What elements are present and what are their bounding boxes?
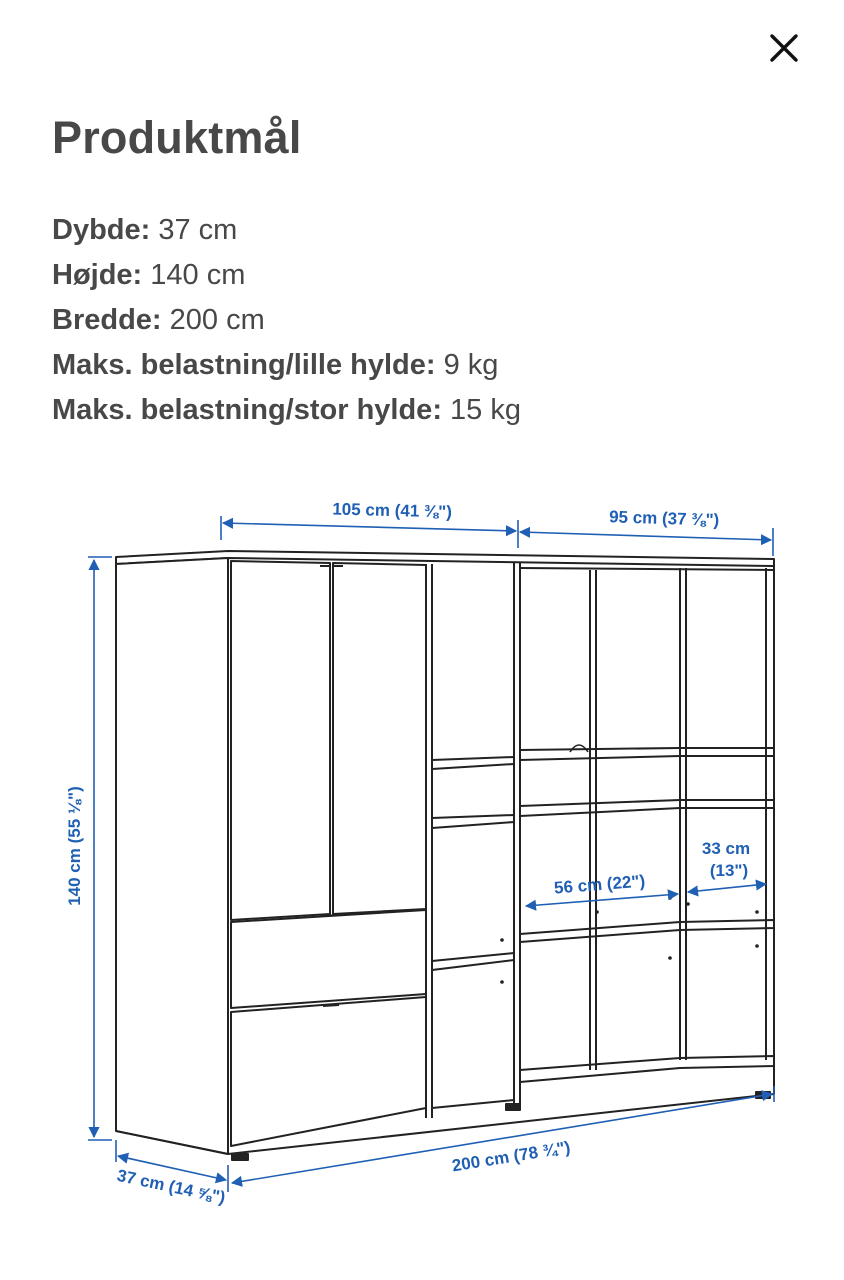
- close-icon: [768, 32, 800, 64]
- spec-value: 140 cm: [150, 259, 246, 291]
- dim-small-shelf-cm: 33 cm: [701, 839, 751, 858]
- spec-value: 9 kg: [443, 349, 499, 381]
- spec-height: [52, 253, 521, 298]
- page-title: Produktmål: [52, 112, 302, 163]
- dim-height: 140 cm (55 ⅛"): [65, 786, 84, 906]
- spec-label: Maks. belastning/stor hylde:: [52, 394, 442, 426]
- dimension-diagram: [0, 480, 844, 1240]
- spec-label: Bredde:: [52, 304, 162, 336]
- spec-value: 200 cm: [169, 304, 265, 336]
- dim-depth: 37 cm (14 ⅝"): [115, 1165, 227, 1208]
- spec-list: [52, 208, 521, 433]
- spec-value: 15 kg: [450, 394, 521, 426]
- spec-depth: [52, 208, 521, 253]
- spec-large-shelf-load: [52, 388, 521, 433]
- spec-label: Højde:: [52, 259, 143, 291]
- cabinet-drawing: [116, 551, 774, 1160]
- dim-small-shelf-inch: (13"): [709, 861, 749, 880]
- spec-width: [52, 298, 521, 343]
- dim-right-width: 95 cm (37 ⅜"): [608, 507, 720, 530]
- spec-label: Maks. belastning/lille hylde:: [52, 349, 436, 381]
- spec-value: 37 cm: [158, 214, 238, 246]
- dim-total-width: 200 cm (78 ¾"): [450, 1137, 572, 1176]
- dim-large-shelf: 56 cm (22"): [553, 871, 646, 898]
- dim-left-width: 105 cm (41 ⅜"): [332, 499, 453, 522]
- spec-label: Dybde:: [52, 214, 151, 246]
- close-button[interactable]: [758, 22, 810, 74]
- spec-small-shelf-load: [52, 343, 521, 388]
